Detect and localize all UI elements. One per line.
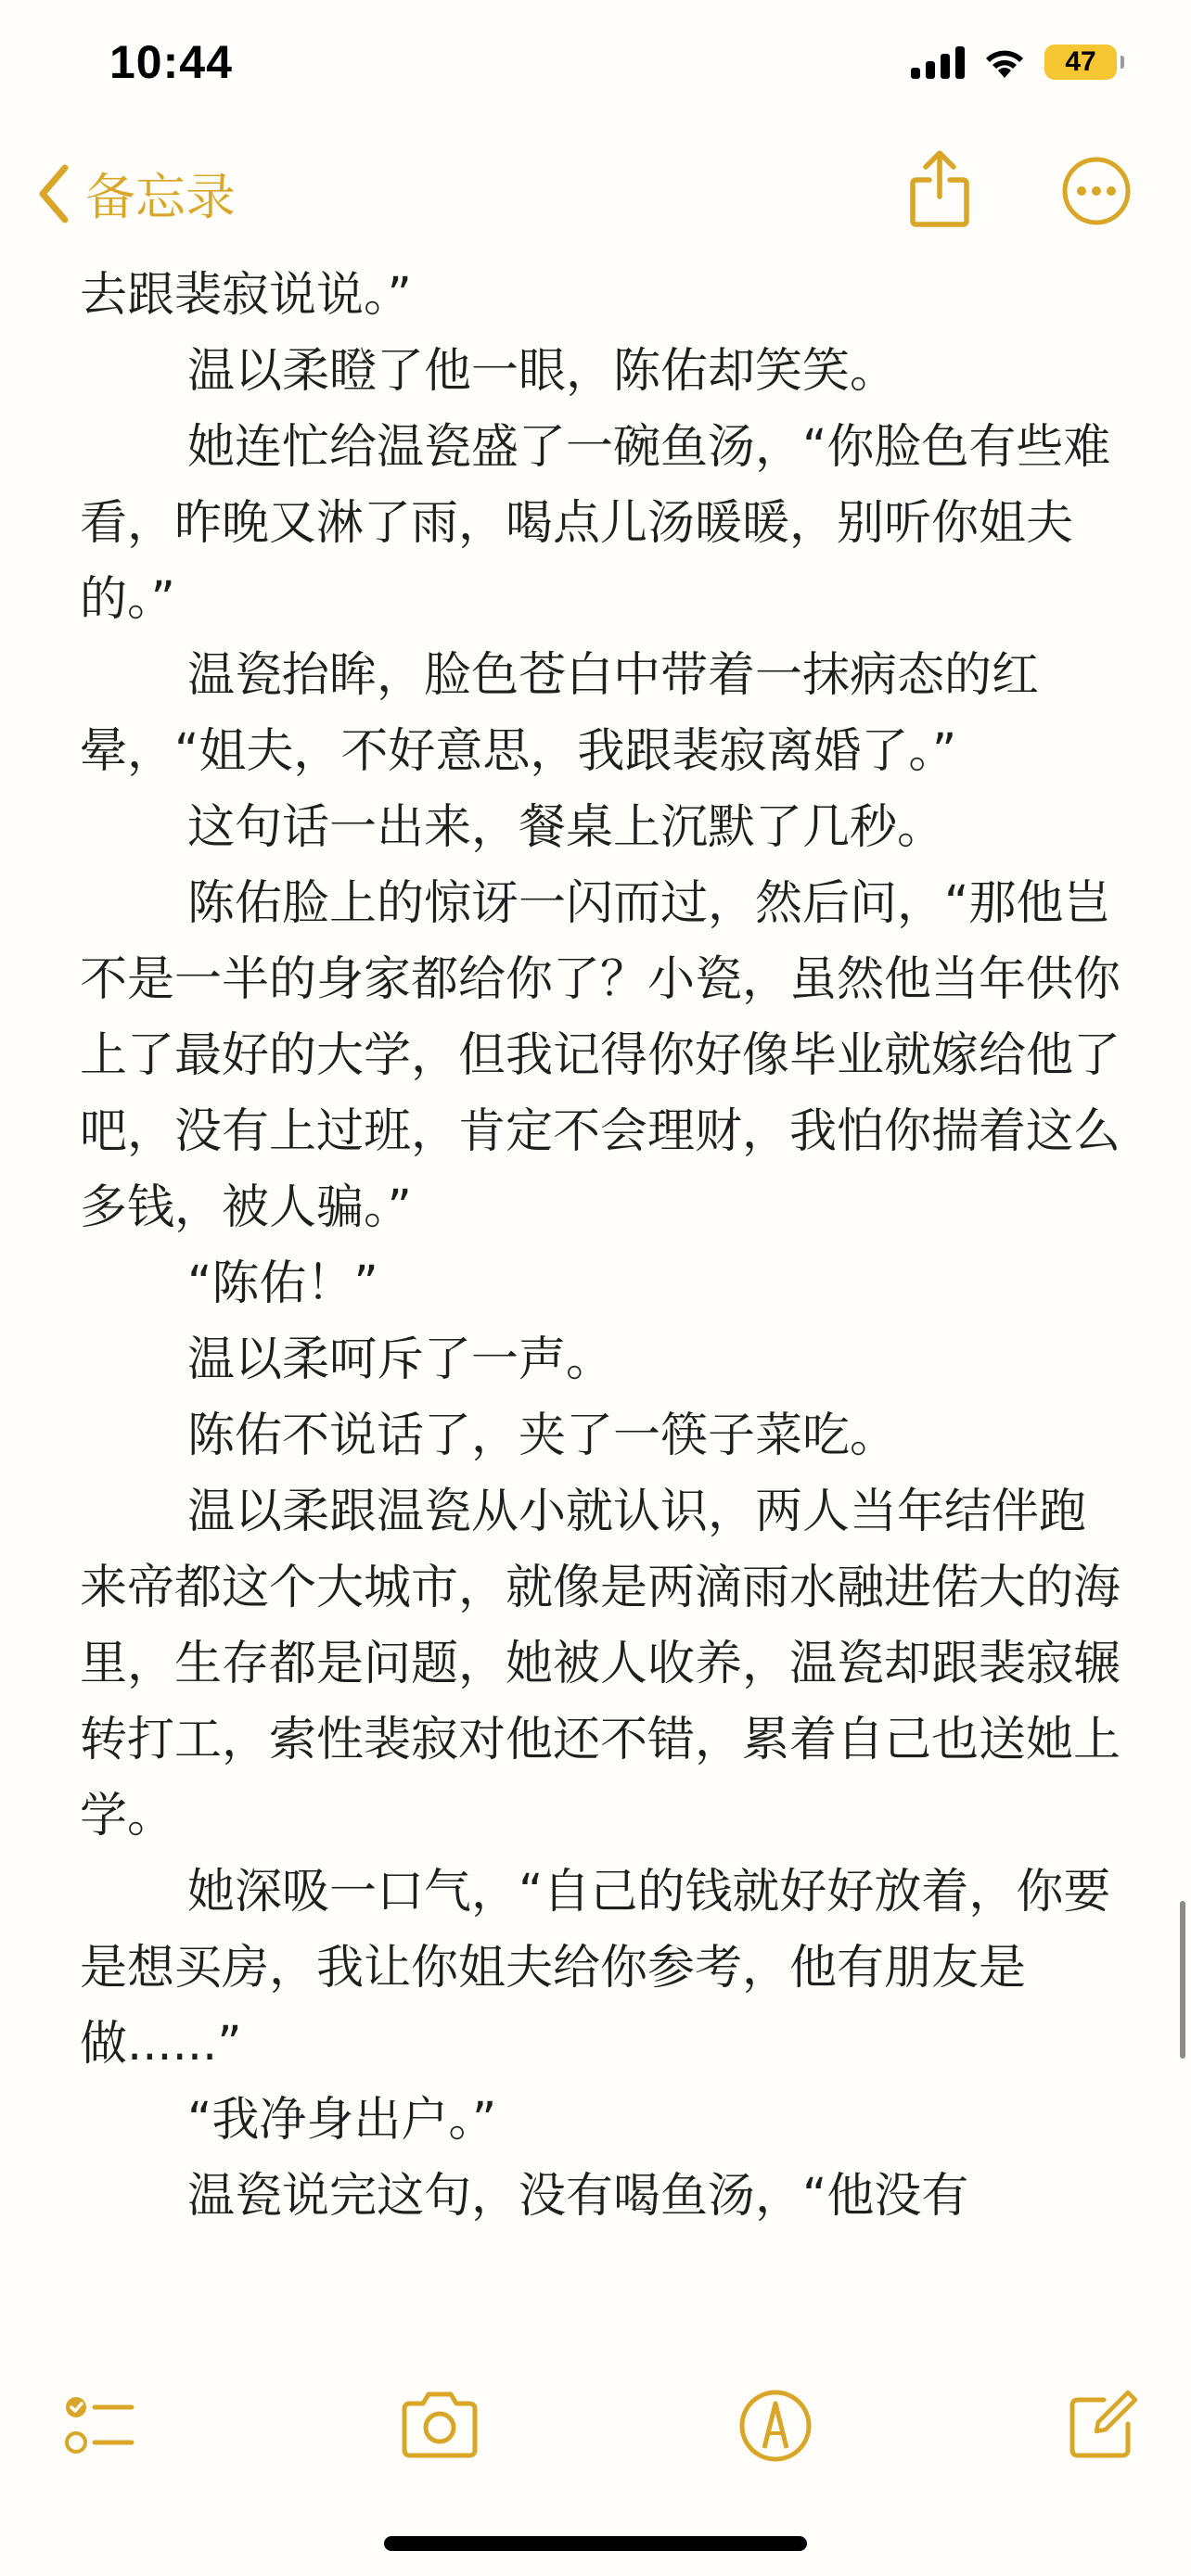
share-button[interactable] xyxy=(907,148,972,232)
camera-icon xyxy=(397,2387,482,2465)
note-paragraph: 温以柔跟温瓷从小就认识，两人当年结伴跑来帝都这个大城市，就像是两滴雨水融进偌大的海里，生存都是问题，她被人收养，温瓷却跟裴寂辗转打工，索性裴寂对他还不错，累着自己也送她上学。 xyxy=(80,1485,1121,1843)
note-paragraph: 去跟裴寂说说。” xyxy=(80,268,412,323)
navigation-bar xyxy=(0,139,1191,260)
compose-icon xyxy=(1063,2387,1141,2465)
markup-pen-icon xyxy=(736,2387,814,2465)
cellular-signal-icon xyxy=(911,45,965,79)
compose-button[interactable] xyxy=(1063,2387,1141,2468)
note-paragraph: “我净身出户。” xyxy=(187,2093,497,2148)
markup-button[interactable] xyxy=(736,2387,814,2468)
back-label: 备忘录 xyxy=(85,168,236,226)
wifi-icon xyxy=(981,45,1028,80)
note-paragraph: 温瓷说完这句，没有喝鱼汤，“他没有 xyxy=(187,2169,969,2224)
camera-button[interactable] xyxy=(397,2387,482,2468)
note-paragraph: 陈佑脸上的惊讶一闪而过，然后问，“那他岂不是一半的身家都给你了？小瓷，虽然他当年供你上了最好的大学，但我记得你好像毕业就嫁给他了吧，没有上过班，肯定不会理财，我怕你揣着这么多钱，被人骗。” xyxy=(80,876,1121,1235)
more-icon xyxy=(1061,156,1132,226)
chevron-left-icon xyxy=(35,162,72,225)
note-paragraph: 这句话一出来，餐桌上沉默了几秒。 xyxy=(187,800,945,855)
battery-level: 47 xyxy=(1065,46,1096,77)
note-paragraph: 她连忙给温瓷盛了一碗鱼汤，“你脸色有些难看，昨晚又淋了雨，喝点儿汤暖暖，别听你姐夫的。” xyxy=(80,420,1111,627)
battery-icon xyxy=(1044,45,1117,80)
status-time: 10:44 xyxy=(109,36,233,88)
scroll-indicator[interactable] xyxy=(1180,1901,1185,2059)
status-icons xyxy=(911,45,1117,80)
note-body[interactable] xyxy=(80,258,1128,2235)
checklist-button[interactable] xyxy=(61,2387,139,2468)
share-icon xyxy=(907,148,972,228)
back-button[interactable] xyxy=(35,158,236,229)
note-paragraph: 陈佑不说话了，夹了一筷子菜吃。 xyxy=(187,1409,898,1463)
checklist-icon xyxy=(61,2387,139,2465)
note-paragraph: 她深吸一口气，“自己的钱就好好放着，你要是想买房，我让你姐夫给你参考，他有朋友是做......” xyxy=(80,1865,1111,2072)
home-indicator[interactable] xyxy=(384,2536,807,2551)
note-paragraph: 温瓷抬眸，脸色苍白中带着一抹病态的红晕，“姐夫，不好意思，我跟裴寂离婚了。” xyxy=(80,648,1040,779)
note-paragraph: 温以柔呵斥了一声。 xyxy=(187,1333,614,1387)
note-paragraph: “陈佑！” xyxy=(187,1256,378,1311)
more-button[interactable] xyxy=(1061,156,1132,230)
status-bar xyxy=(0,0,1191,139)
note-paragraph: 温以柔瞪了他一眼，陈佑却笑笑。 xyxy=(187,344,898,399)
